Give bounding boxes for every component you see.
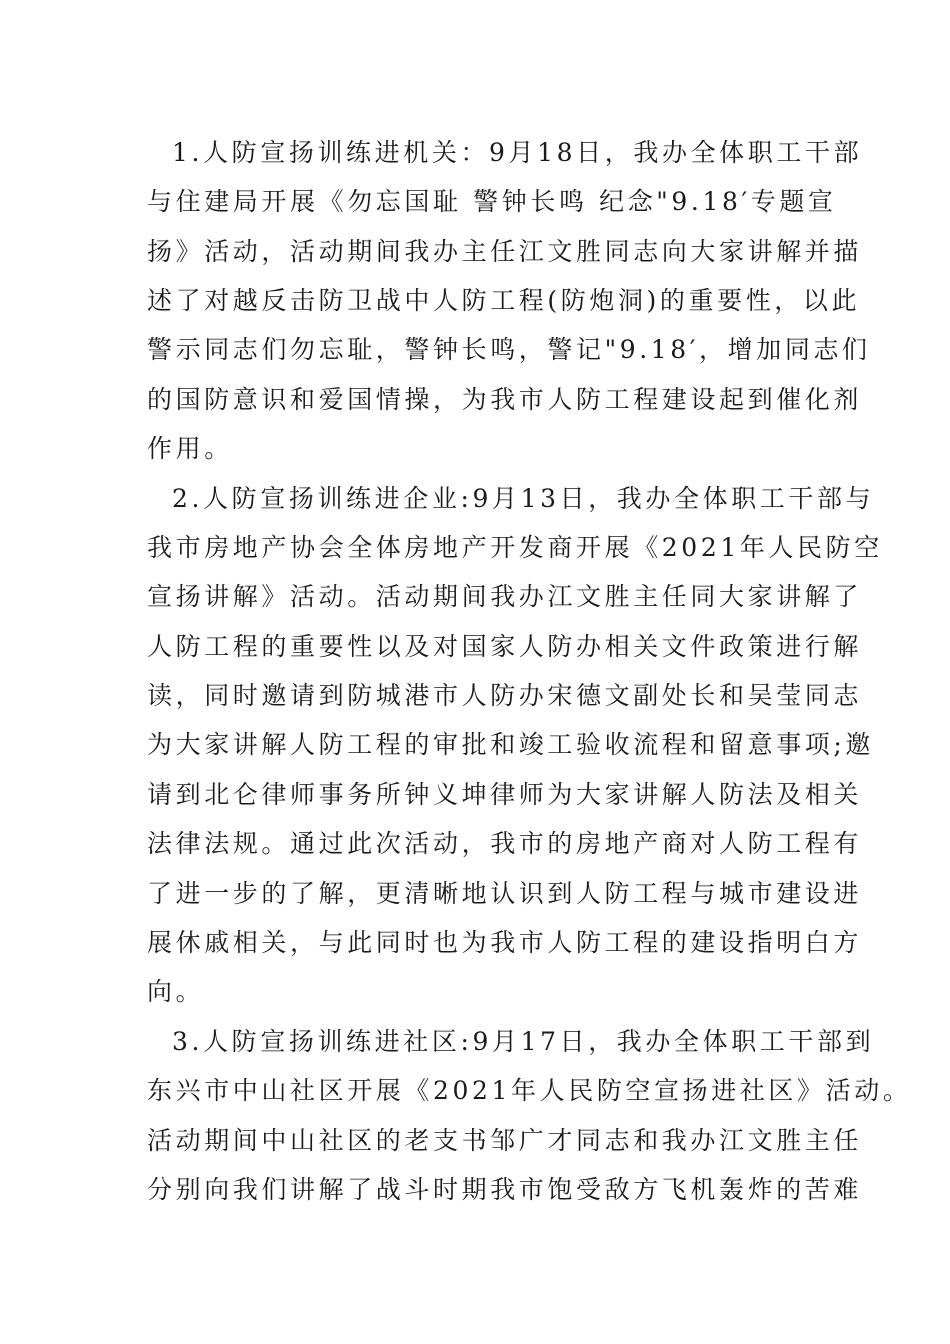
paragraph-1-line-1: 1.人防宣扬训练进机关：9月18日，我办全体职工干部 bbox=[172, 138, 863, 167]
paragraph-1-line-7: 作用。 bbox=[147, 434, 233, 463]
paragraph-2-line-1: 2.人防宣扬训练进企业:9月13日，我办全体职工干部与 bbox=[172, 484, 875, 513]
paragraph-1-line-3: 扬》活动，活动期间我办主任江文胜同志向大家讲解并描 bbox=[147, 237, 863, 266]
paragraph-2-line-7: 请到北仑律师事务所钟义坤律师为大家讲解人防法及相关 bbox=[147, 780, 863, 809]
paragraph-1-line-5: 警示同志们勿忘耻，警钟长鸣，警记"9.18′，增加同志们 bbox=[147, 335, 871, 364]
paragraph-3-line-4: 分别向我们讲解了战斗时期我市饱受敌方飞机轰炸的苦难 bbox=[147, 1175, 863, 1204]
paragraph-2-line-11: 向。 bbox=[147, 977, 205, 1006]
paragraph-2-line-10: 展休戚相关，与此同时也为我市人防工程的建设指明白方 bbox=[147, 928, 863, 957]
paragraph-2-line-9: 了进一步的了解，更清晰地认识到人防工程与城市建设进 bbox=[147, 879, 863, 908]
paragraph-2-line-5: 读，同时邀请到防城港市人防办宋德文副处长和吴莹同志 bbox=[147, 681, 863, 710]
paragraph-3-line-1: 3.人防宣扬训练进社区:9月17日，我办全体职工干部到 bbox=[172, 1027, 875, 1056]
paragraph-2-line-2: 我市房地产协会全体房地产开发商开展《2021年人民防空 bbox=[147, 533, 883, 562]
paragraph-3-line-3: 活动期间中山社区的老支书邹广才同志和我办江文胜主任 bbox=[147, 1126, 863, 1155]
paragraph-2-line-6: 为大家讲解人防工程的审批和竣工验收流程和留意事项;邀 bbox=[147, 730, 875, 759]
paragraph-2-line-3: 宣扬讲解》活动。活动期间我办江文胜主任同大家讲解了 bbox=[147, 582, 863, 611]
paragraph-1-line-2: 与住建局开展《勿忘国耻 警钟长鸣 纪念"9.18′专题宣 bbox=[147, 187, 837, 216]
paragraph-2-line-4: 人防工程的重要性以及对国家人防办相关文件政策进行解 bbox=[147, 632, 863, 661]
paragraph-2-line-8: 法律法规。通过此次活动，我市的房地产商对人防工程有 bbox=[147, 829, 863, 858]
paragraph-1-line-4: 述了对越反击防卫战中人防工程(防炮洞)的重要性，以此 bbox=[147, 286, 861, 315]
paragraph-3-line-2: 东兴市中山社区开展《2021年人民防空宣扬进社区》活动。 bbox=[147, 1076, 912, 1105]
paragraph-1-line-6: 的国防意识和爱国情操，为我市人防工程建设起到催化剂 bbox=[147, 385, 863, 414]
